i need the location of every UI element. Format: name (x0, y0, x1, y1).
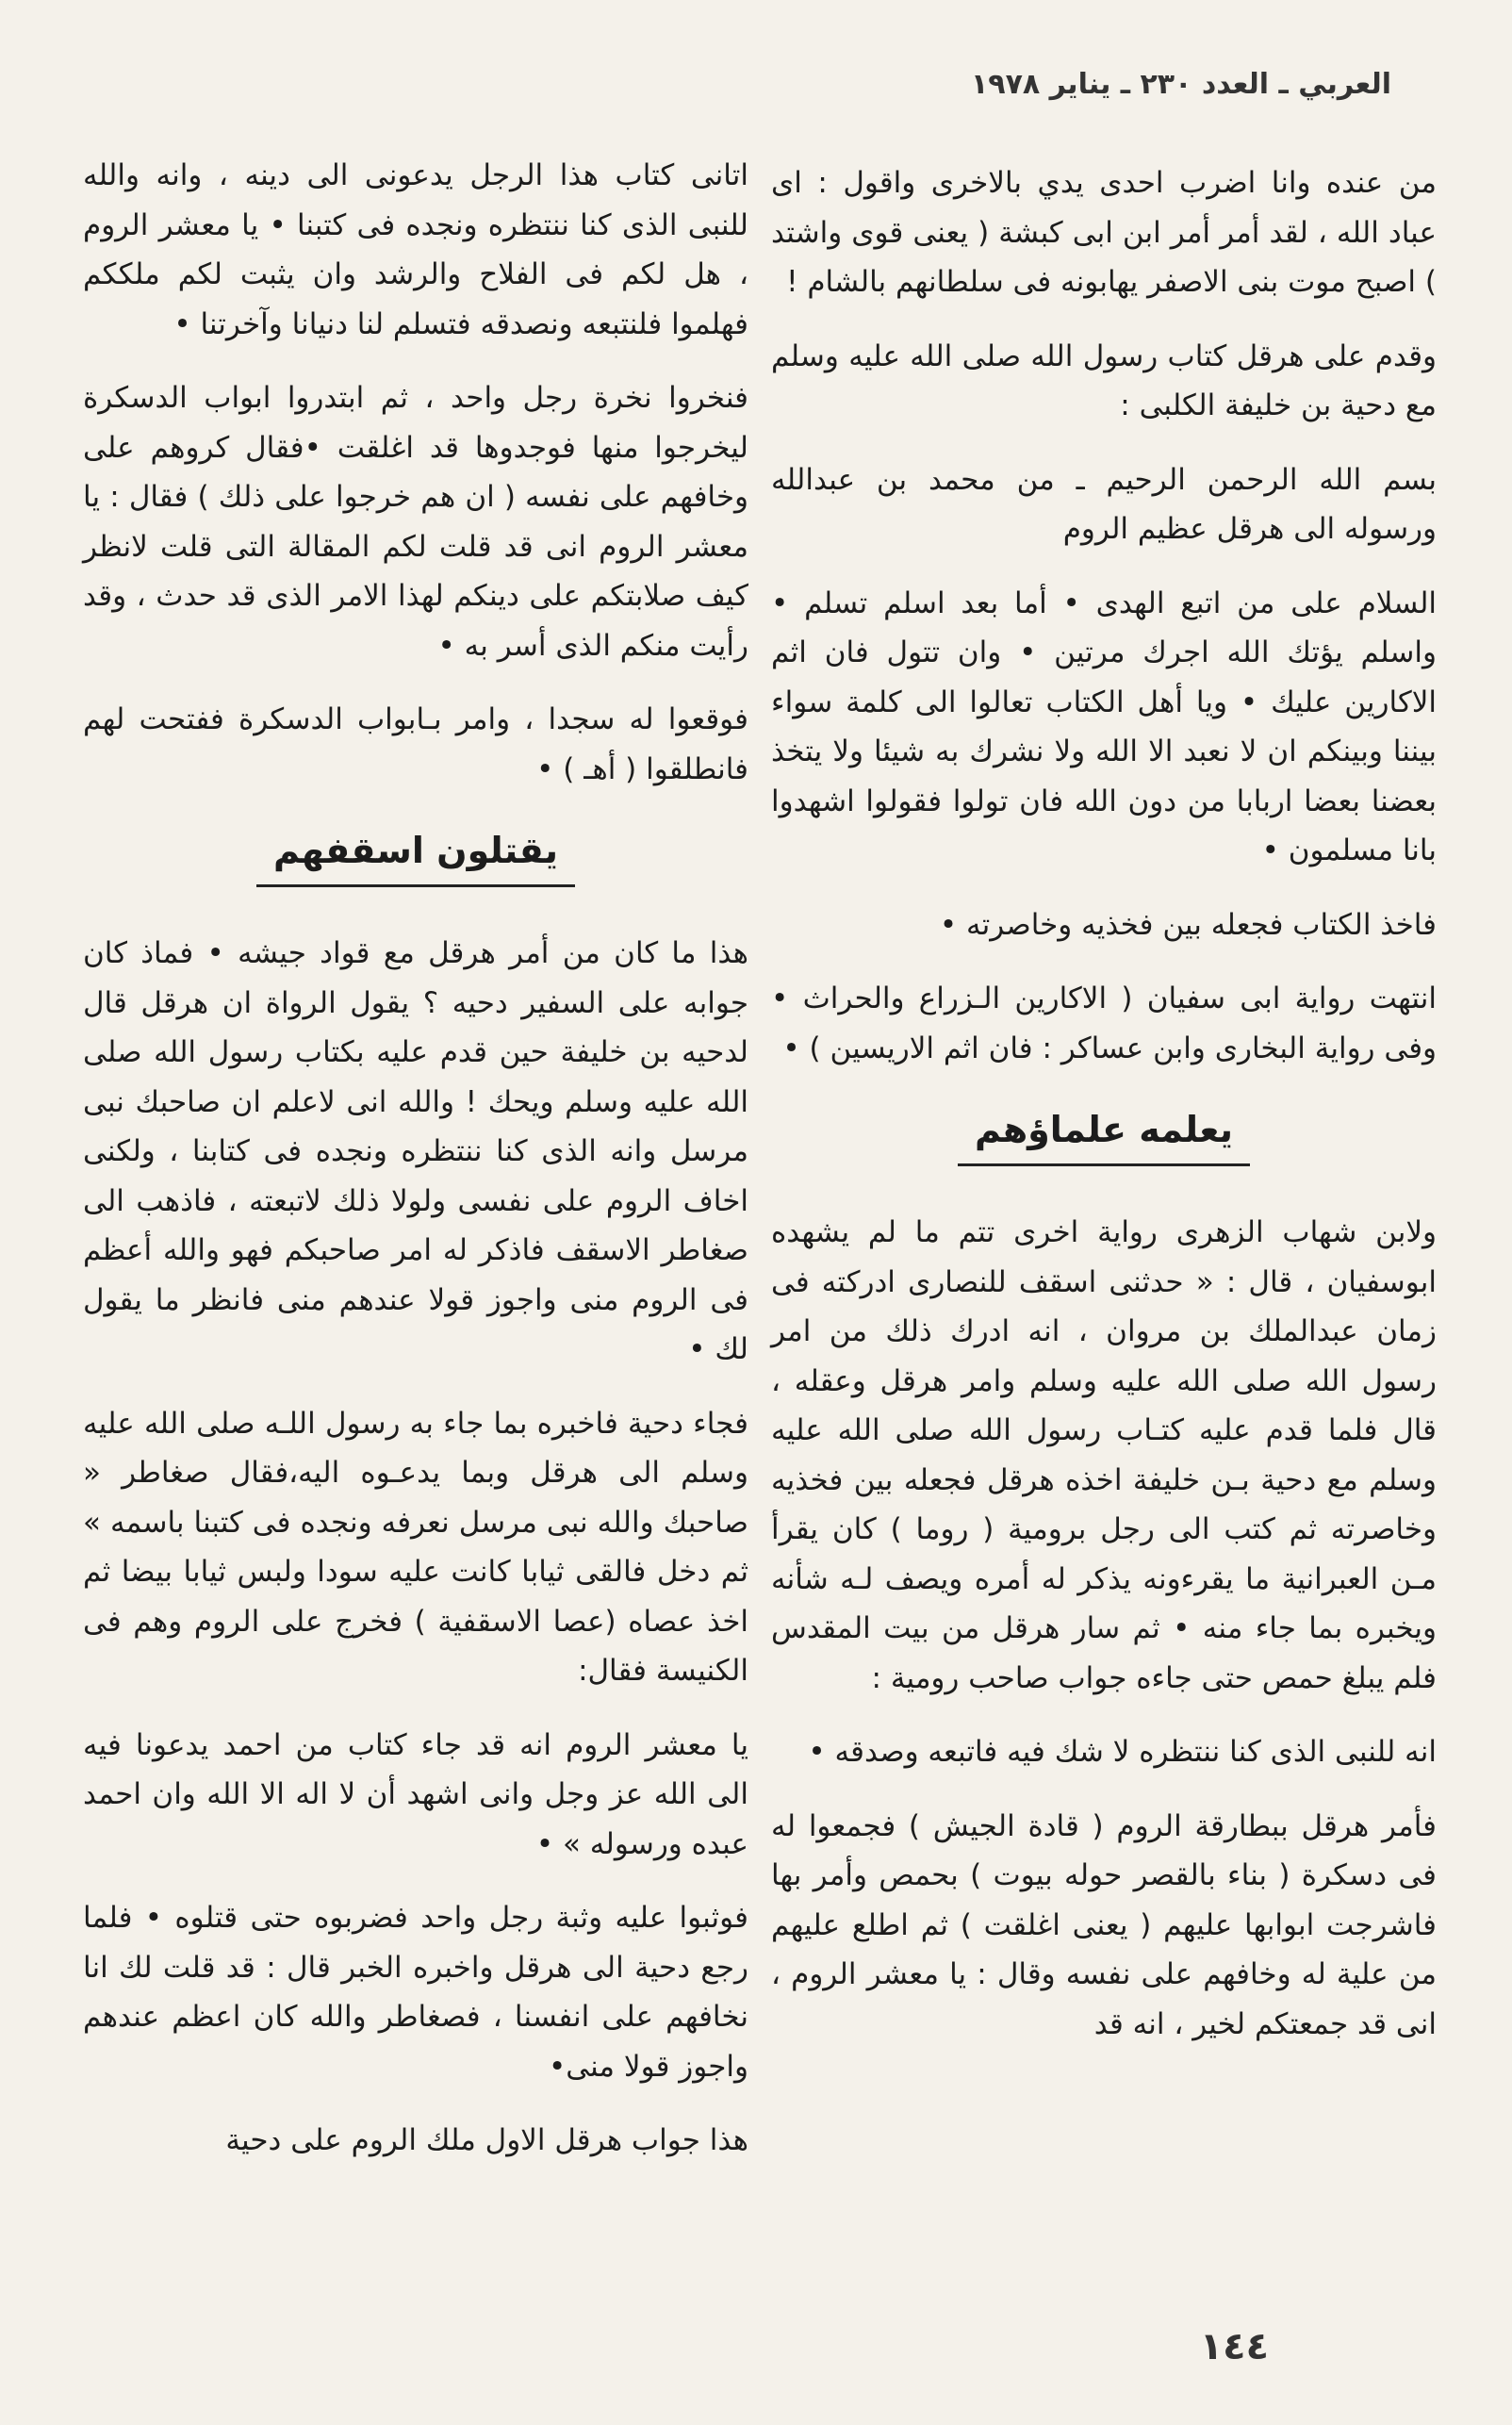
paragraph: فأمر هرقل ببطارقة الروم ( قادة الجيش ) فجمعوا له فى دسكرة ( بناء بالقصر حوله بيوت ) بحمص وأمر بها فاشرجت ابوابها عليهم ( يعنى اغلقت ) ثم اطلع عليهم من علية له وخافهم على نفسه وقال : يا معشر الروم ، انى قد جمعتكم لخير ، انه قد (771, 1808, 1437, 2041)
paragraph: ولابن شهاب الزهرى رواية اخرى تتم ما لم يشهده ابوسفيان ، قال : « حدثنى اسقف للنصارى ادركته فى زمان عبدالملك بن مروان ، انه ادرك ذلك من امر رسول الله صلى الله عليه وسلم وامر هرقل وعقله ، قال فلما قدم عليه كتـاب رسول الله صلى الله عليه وسلم مع دحية بـن خليفة اخذه هرقل فجعله بين فخذيه وخاصرته ثم كتب الى رجل برومية ( روما ) كان يقرأ مـن العبرانية ما يقرءونه يذكر له أمره ويصف لـه شأنه ويخبره بما جاء منه • ثم سار هرقل من بيت المقدس فلم يبلغ حمص حتى جاءه جواب صاحب رومية : (771, 1215, 1437, 1695)
running-header: العربي ـ العدد ٢٣٠ ـ يناير ١٩٧٨ (970, 68, 1391, 101)
letter-opening: بسم الله الرحمن الرحيم ـ من محمد بن عبدالله ورسوله الى هرقل عظيم الروم (771, 462, 1437, 546)
paragraph: فوثبوا عليه وثبة رجل واحد فضربوه حتى قتلوه • فلما رجع دحية الى هرقل واخبره الخبر قال : قد قلت لك انا نخافهم على انفسنا ، فصغاطر والله كان اعظم عندهم واجوز قولا منى• (83, 1901, 748, 2084)
paragraph: يا معشر الروم انه قد جاء كتاب من احمد يدعونا فيه الى الله عز وجل وانى اشهد أن لا اله الا الله وان احمد عبده ورسوله » • (83, 1727, 748, 1861)
paragraph: انه للنبى الذى كنا ننتظره لا شك فيه فاتبعه وصدقه • (808, 1735, 1437, 1769)
paragraph: فاخذ الكتاب فجعله بين فخذيه وخاصرته • (939, 907, 1437, 942)
paragraph: وقدم على هرقل كتاب رسول الله صلى الله عليه وسلم مع دحية بن خليفة الكلبى : (771, 338, 1437, 422)
right-column (771, 158, 1437, 2073)
paragraph: من عنده وانا اضرب احدى يدي بالاخرى واقول : اى عباد الله ، لقد أمر أمر ابن ابى كبشة ( يعنى قوى واشتد ) اصبح موت بنى الاصفر يهابونه فى سلطانهم بالشام ! (771, 166, 1437, 299)
paragraph: اتانى كتاب هذا الرجل يدعونى الى دينه ، وانه والله للنبى الذى كنا ننتظره ونجده فى كتبنا • يا معشر الروم ، هل لكم فى الفلاح والرشد وان يثبت لكم ملككم فهلموا فلنتبعه ونصدقه فتسلم لنا دنيانا وآخرتنا • (83, 158, 748, 341)
paragraph: انتهت رواية ابى سفيان ( الاكارين الـزراع والحراث • وفى رواية البخارى وابن عساكر : فان اثم الاريسين ) • (771, 982, 1437, 1065)
section-heading-text: يعلمه علماؤهم (958, 1101, 1250, 1166)
paragraph: فنخروا نخرة رجل واحد ، ثم ابتدروا ابواب الدسكرة ليخرجوا منها فوجدوها قد اغلقت •فقال كروهم على وخافهم على نفسه ( ان هم خرجوا على ذلك ) فقال : يا معشر الروم انى قد قلت لكم المقالة التى قلت لانظر كيف صلابتكم على دينكم لهذا الامر الذى قد حدث ، وقد رأيت منكم الذى أسر به • (83, 381, 748, 663)
section-heading-text: يقتلون اسقفهم (256, 822, 575, 887)
section-heading (771, 1101, 1437, 1166)
page-number: ١٤٤ (1199, 2325, 1269, 2368)
letter-body: السلام على من اتبع الهدى • أما بعد اسلم تسلم • واسلم يؤتك الله اجرك مرتين • وان تتول فان اثم الاكارين عليك • ويا أهل الكتاب تعالوا الى كلمة سواء بيننا وبينكم ان لا نعبد الا الله ولا نشرك به شيئا ولا يتخذ بعضنا بعضا اربابا من دون الله فان تولوا فقولوا اشهدوا بانا مسلمون • (771, 586, 1437, 867)
paragraph: هذا جواب هرقل الاول ملك الروم على دحية (225, 2123, 748, 2157)
paragraph: هذا ما كان من أمر هرقل مع قواد جيشه • فماذ كان جوابه على السفير دحيه ؟ يقول الرواة ان هرقل قال لدحيه بن خليفة حين قدم عليه بكتاب رسول الله صلى الله عليه وسلم ويحك ! والله انى لاعلم ان صاحبك نبى مرسل وانه الذى كنا ننتظره ونجده فى كتابنا ، ولكنى اخاف الروم على نفسى ولولا ذلك لاتبعته ، فاذهب الى صغاطر الاسقف فاذكر له امر صاحبكم فهو والله أعظم فى الروم منى واجوز قولا عندهم منى فانظر ما يقول لك • (83, 936, 748, 1366)
section-heading (83, 822, 748, 887)
paragraph: فجاء دحية فاخبره بما جاء به رسول اللـه صلى الله عليه وسلم الى هرقل وبما يدعـوه اليه،فقال صغاطر « صاحبك والله نبى مرسل نعرفه ونجده فى كتبنا باسمه » ثم دخل فالقى ثيابا كانت عليه سودا ولبس ثيابا بيضا ثم اخذ عصاه (عصا الاسقفية ) فخرج على الروم وهم فى الكنيسة فقال: (83, 1406, 748, 1688)
paragraph: فوقعوا له سجدا ، وامر بـابواب الدسكرة ففتحت لهم فانطلقوا ( أهـ ) • (83, 702, 748, 786)
left-column (83, 151, 748, 2190)
